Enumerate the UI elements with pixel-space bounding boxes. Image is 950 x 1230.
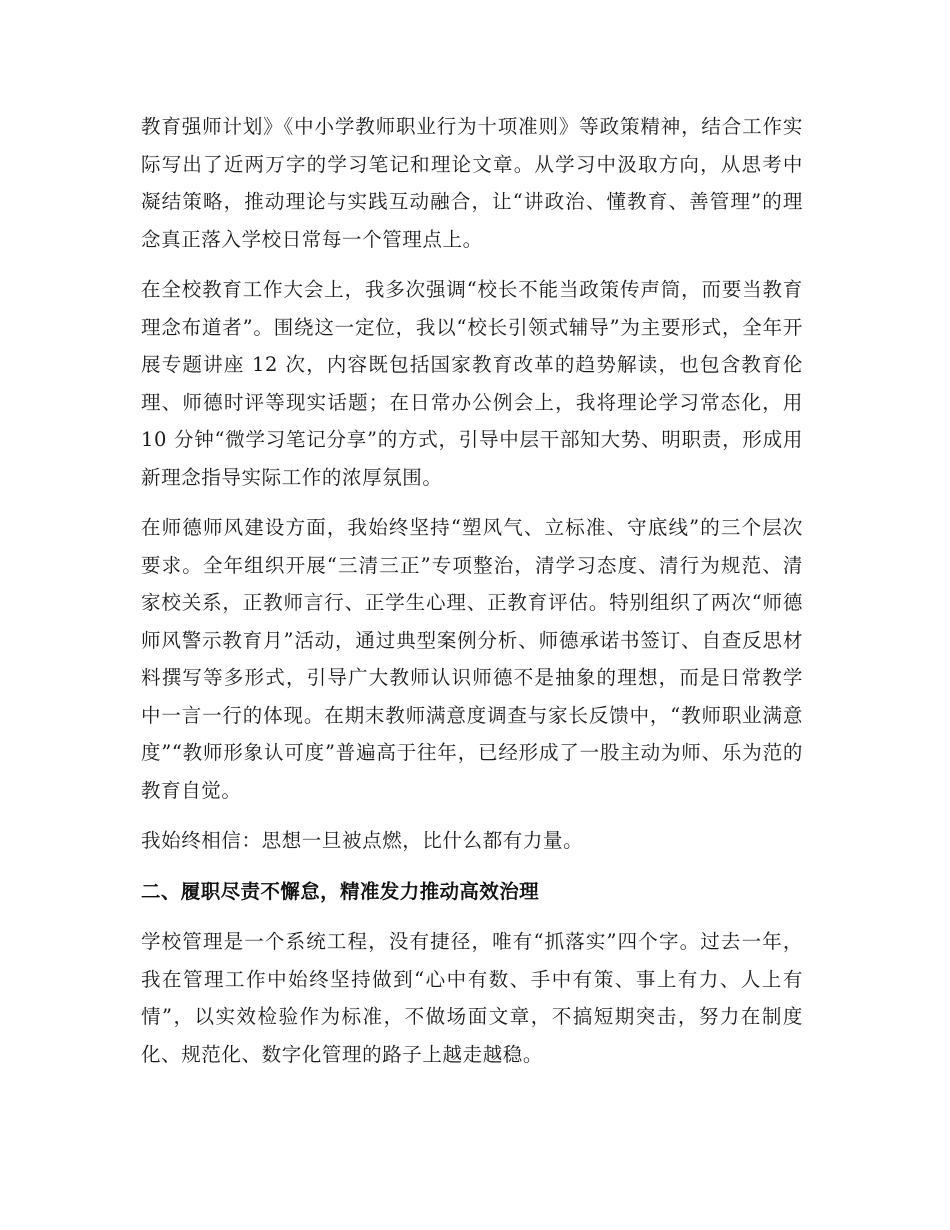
section-heading: 二、履职尽责不懈怠，精准发力推动高效治理 [141, 879, 540, 903]
paragraph-school-management: 学校管理是一个系统工程，没有捷径，唯有“抓落实”四个字。过去一年，我在管理工作中始终坚持做到“心中有数、手中有策、事上有力、人上有情”，以实效检验作为标准，不做场面文章，不搞短期突击，努力在制度化、规范化、数字化管理的路子上越走越稳。 [141, 930, 803, 1066]
paragraph-teacher-ethics: 在师德师风建设方面，我始终坚持“塑风气、立标准、守底线”的三个层次要求。全年组织开展“三清三正”专项整治，清学习态度、清行为规范、清家校关系，正教师言行、正学生心理、正教育评估。特别组织了两次“师德师风警示教育月”活动，通过典型案例分析、师德承诺书签订、自查反思材料撰写等多形式，引导广大教师认识师德不是抽象的理想，而是日常教学中一言一行的体现。在期末教师满意度调查与家长反馈中，“教师职业满意度”“教师形象认可度”普遍高于往年，已经形成了一股主动为师、乐为范的教育自觉。 [141, 516, 803, 802]
document-page [141, 108, 803, 1086]
paragraph-belief: 我始终相信：思想一旦被点燃，比什么都有力量。 [141, 829, 584, 852]
paragraph-policy-study: 教育强师计划》《中小学教师职业行为十项准则》等政策精神，结合工作实际写出了近两万字的学习笔记和理论文章。从学习中汲取方向，从思考中凝结策略，推动理论与实践互动融合，让“讲政治、懂教育、善管理”的理念真正落入学校日常每一个管理点上。 [141, 115, 803, 251]
paragraph-education-conference: 在全校教育工作大会上，我多次强调“校长不能当政策传声筒，而要当教育理念布道者”。围绕这一定位，我以“校长引领式辅导”为主要形式，全年开展专题讲座 12 次，内容既包括国家教育改革的趋势解读，也包含教育伦理、师德时评等现实话题；在日常办公例会上，我将理论学习常态化，用 10 分钟“微学习笔记分享”的方式，引导中层干部知大势、明职责，形成用新理念指导实际工作的浓厚氛围。 [141, 278, 803, 489]
